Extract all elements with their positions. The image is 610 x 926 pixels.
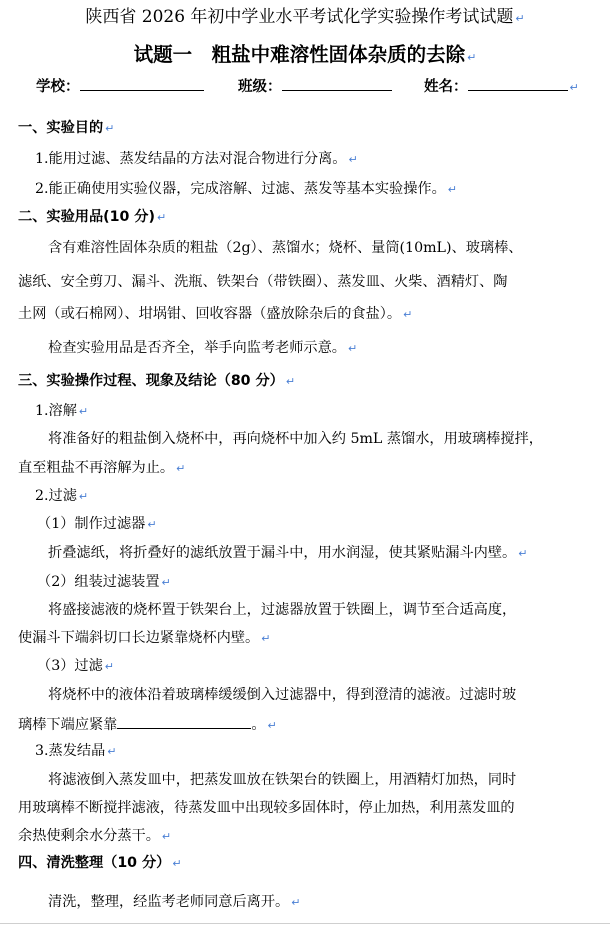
paragraph-text: 折叠滤纸，将折叠好的滤纸放置于漏斗中，用水润湿，使其紧贴漏斗内壁。: [48, 545, 517, 561]
paragraph-mark-icon: ↵: [161, 576, 171, 589]
paragraph-mark-icon: ↵: [161, 830, 172, 843]
section-heading-text: 三、实验操作过程、现象及结论（80 分）: [18, 373, 284, 389]
paragraph-mark-icon: ↵: [348, 153, 358, 166]
paragraph-text: 璃棒下端应紧靠: [18, 717, 118, 733]
exam-title: [0, 7, 610, 29]
paragraph-mark-icon: ↵: [518, 547, 528, 560]
substep-title-text: （3）过滤: [37, 658, 103, 674]
section-heading: [18, 853, 182, 874]
paragraph-line: [18, 304, 412, 325]
paragraph-mark-icon: ↵: [147, 518, 157, 531]
substep-title-text: （2）组装过滤装置: [37, 574, 160, 590]
paragraph-mark-icon: ↵: [105, 122, 115, 135]
paragraph-line: [48, 685, 516, 705]
paragraph-mark-icon: ↵: [176, 462, 186, 475]
step-title: [35, 741, 117, 762]
paragraph-text: 将盛接滤液的烧杯置于铁架台上，过滤器放置于铁圈上，调节至合适高度，: [48, 602, 517, 618]
paragraph-mark-icon: ↵: [291, 896, 301, 909]
paragraph-mark-icon: ↵: [403, 308, 413, 321]
paragraph-line: [18, 826, 171, 847]
paragraph-line: [48, 429, 543, 449]
paragraph-text: 检查实验用品是否齐全，举手向监考老师示意。: [48, 340, 346, 356]
substep-title: [37, 514, 157, 535]
substep-title: [37, 656, 114, 677]
school-field: [36, 76, 204, 97]
paragraph-text: 将滤液倒入蒸发皿中，把蒸发皿放在铁架台的铁圈上，用酒精灯加热，同时: [48, 772, 517, 788]
paragraph-text: 滤纸、安全剪刀、漏斗、洗瓶、铁架台（带铁圈）、蒸发皿、火柴、酒精灯、陶: [18, 274, 508, 290]
paragraph-text: 直至粗盐不再溶解为止。: [18, 460, 175, 476]
paragraph-line: [48, 543, 527, 564]
paragraph-line: [18, 272, 507, 292]
section-heading: [18, 207, 166, 228]
list-item-text: 1.能用过滤、蒸发结晶的方法对混合物进行分离。: [35, 151, 347, 167]
paragraph-mark-icon: ↵: [261, 632, 271, 645]
list-item-text: 2.能正确使用实验仪器，完成溶解、过滤、蒸发等基本实验操作。: [35, 181, 446, 197]
paragraph-line: [48, 770, 516, 790]
paragraph-mark-icon: ↵: [107, 745, 117, 758]
name-label: 姓名：: [424, 79, 468, 95]
class-field: [238, 76, 392, 97]
section-heading-text: 二、实验用品(10 分): [18, 209, 155, 225]
paragraph-text: 将烧杯中的液体沿着玻璃棒缓缓倒入过滤器中，得到澄清的滤液。过滤时玻: [48, 687, 517, 703]
paragraph-mark-icon: ↵: [78, 405, 89, 418]
paragraph-mark-icon: ↵: [78, 490, 89, 503]
section-heading: [18, 118, 114, 139]
section-heading-text: 四、清洗整理（10 分）: [18, 855, 171, 871]
class-label: 班级：: [238, 79, 282, 95]
paragraph-mark-icon: ↵: [467, 51, 477, 64]
paragraph-mark-icon: ↵: [515, 12, 525, 25]
paragraph-text: 余热使剩余水分蒸干。: [18, 828, 160, 844]
paragraph-text: 含有难溶性固体杂质的粗盐（2g）、蒸馏水；烧杯、量筒(10mL)、玻璃棒、: [48, 240, 523, 256]
page-bottom-divider: [0, 923, 610, 924]
step-title-text: 3.蒸发结晶: [35, 743, 106, 759]
paragraph-line: [48, 238, 522, 258]
section-heading-text: 一、实验目的: [18, 120, 104, 136]
paragraph-mark-icon: ↵: [447, 183, 458, 196]
question-title-text: 试题一 粗盐中难溶性固体杂质的去除: [133, 43, 466, 66]
paragraph-mark-icon: ↵: [267, 719, 277, 732]
paragraph-mark-icon: ↵: [285, 375, 296, 388]
answer-blank[interactable]: [117, 714, 251, 729]
paragraph-line: [18, 458, 185, 479]
step-title-text: 1.溶解: [35, 403, 77, 419]
question-title: [0, 45, 610, 68]
step-title: [35, 486, 88, 507]
paragraph-line: [18, 714, 277, 736]
paragraph-text: 使漏斗下端斜切口长边紧靠烧杯内壁。: [18, 630, 260, 646]
substep-title-text: （1）制作过滤器: [37, 516, 146, 532]
paragraph-text: 土网（或石棉网）、坩埚钳、回收容器（盛放除杂后的食盐）。: [18, 306, 402, 322]
paragraph-mark-icon: ↵: [104, 660, 114, 673]
paragraph-mark-icon: ↵: [156, 211, 167, 224]
school-blank[interactable]: [80, 76, 204, 91]
step-title: [35, 401, 88, 422]
name-field: [424, 76, 579, 98]
paragraph-text: 将准备好的粗盐倒入烧杯中，再向烧杯中加入约 5mL 蒸馏水，用玻璃棒搅拌，: [48, 431, 543, 447]
paragraph-text: 用玻璃棒不断搅拌滤液，待蒸发皿中出现较多固体时，停止加热，利用蒸发皿的: [18, 800, 515, 816]
list-item: [35, 179, 457, 200]
paragraph-line: [48, 600, 516, 620]
name-blank[interactable]: [468, 76, 568, 91]
paragraph-text: 。: [251, 717, 266, 733]
class-blank[interactable]: [282, 76, 392, 91]
paragraph-mark-icon: ↵: [172, 857, 182, 870]
list-item: [35, 149, 358, 170]
step-title-text: 2.过滤: [35, 488, 77, 504]
substep-title: [37, 572, 171, 593]
section-heading: [18, 371, 295, 392]
paragraph-line: [18, 798, 515, 818]
paragraph-mark-icon: ↵: [569, 81, 579, 94]
paragraph-text: 清洗，整理，经监考老师同意后离开。: [48, 894, 290, 910]
paragraph-line: [48, 338, 357, 359]
school-label: 学校：: [36, 79, 80, 95]
paragraph-line: [48, 892, 300, 913]
paragraph-mark-icon: ↵: [347, 342, 358, 355]
paragraph-line: [18, 628, 270, 649]
exam-title-text: 陕西省 2026 年初中学业水平考试化学实验操作考试试题: [85, 7, 514, 27]
